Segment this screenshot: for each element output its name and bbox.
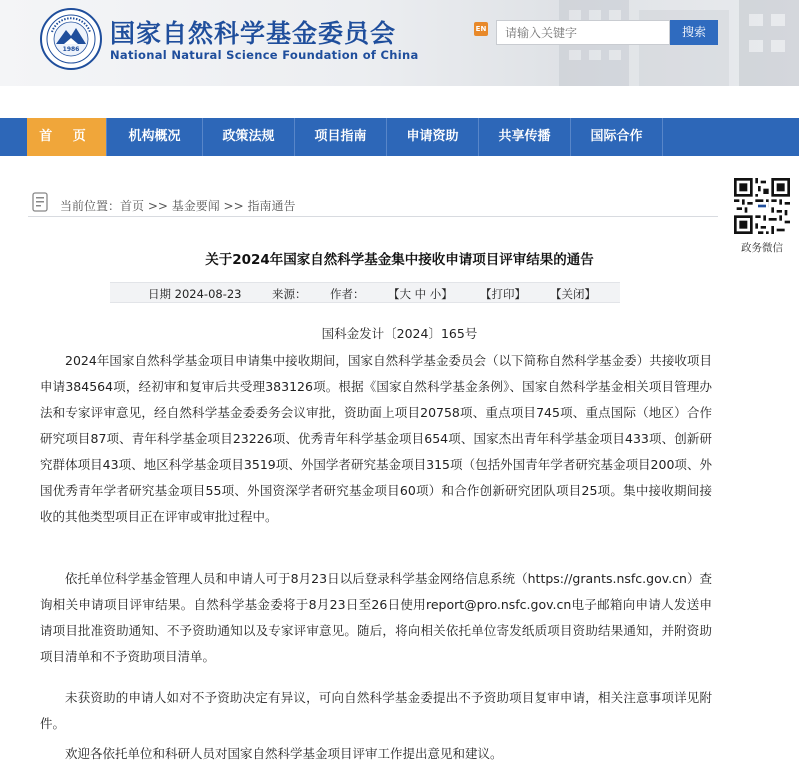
article-paragraph: 未获资助的申请人如对不予资助决定有异议，可向自然科学基金委提出不予资助项目复审申请，相关注意事项详见附件。 bbox=[40, 690, 712, 731]
nav-item-policy[interactable]: 政策法规 bbox=[203, 118, 295, 156]
org-name-en[interactable]: National Natural Science Foundation of China bbox=[110, 48, 419, 62]
article-paragraph: 欢迎各依托单位和科研人员对国家自然科学基金项目评审工作提出意见和建议。 bbox=[65, 746, 503, 761]
nav-item-about[interactable]: 机构概况 bbox=[107, 118, 203, 156]
logo-emblem bbox=[42, 10, 100, 68]
article-paragraph: 2024年国家自然科学基金项目申请集中接收期间，国家自然科学基金委员会（以下简称自然科学基金委）共接收项目申请384564项，经初审和复审后共受理383126项。根据《国家自然科学基金条例》、国家自然科学基金相关项目管理办法和专家评审意见，经自然科学基金委委务会议审批，资助面上项目20758项、重点项目745项、重点国际（地区）合作研究项目87项、青年科学基金项目23226项、优秀青年科学基金项目654项、国家杰出青年科学基金项目433项、创新研究群体项目43项、地区科学基金项目3519项、外国学者研究基金项目315项（包括外国青年学者研究基金项目200项、外国优秀青年学者研究基金项目55项、外国资深学者研究基金项目60项）和合作创新研究团队项目25项。集中接收期间接收的其他类型项目正在评审或审批过程中。 bbox=[40, 353, 712, 524]
article-paragraph: 依托单位科学基金管理人员和申请人可于8月23日以后登录科学基金网络信息系统（https://grants.nsfc.gov.cn）查询相关申请项目评审结果。自然科学基金委将于8月23日至26日使用report@pro.nsfc.gov.cn电子邮箱向申请人发送申请项目批准资助通知、不予资助通知以及专家评审意见。随后，将向相关依托单位寄发纸质项目资助结果通知，并附资助项目清单和不予资助项目清单。 bbox=[40, 571, 712, 664]
article-title: 关于2024年国家自然科学基金集中接收申请项目评审结果的通告 bbox=[205, 252, 594, 268]
article-meta-bar bbox=[110, 282, 620, 303]
location-icon bbox=[31, 192, 49, 212]
org-name-cn[interactable]: 国家自然科学基金委员会 bbox=[110, 19, 397, 48]
nav-item-apply[interactable]: 申请资助 bbox=[387, 118, 479, 156]
article-source: 来源： bbox=[272, 287, 307, 301]
nav-item-international[interactable]: 国际合作 bbox=[571, 118, 663, 156]
document-number: 国科金发计〔2024〕165号 bbox=[321, 326, 478, 341]
site-header bbox=[0, 0, 799, 86]
print-link[interactable]: 【打印】 bbox=[480, 287, 526, 301]
english-version-link[interactable]: EN bbox=[474, 22, 488, 36]
close-link[interactable]: 【关闭】 bbox=[550, 287, 596, 301]
article-date: 日期 2024-08-23 bbox=[148, 287, 242, 301]
logo-year: 1986 bbox=[62, 46, 80, 53]
nav-item-guide[interactable]: 项目指南 bbox=[295, 118, 387, 156]
search-input[interactable] bbox=[496, 20, 670, 45]
main-nav bbox=[0, 118, 799, 156]
nsfc-logo[interactable] bbox=[40, 8, 102, 70]
nav-item-share[interactable]: 共享传播 bbox=[479, 118, 571, 156]
qr-label: 政务微信 bbox=[741, 242, 783, 254]
breadcrumb-divider bbox=[28, 216, 718, 217]
wechat-qr-code[interactable] bbox=[734, 178, 790, 234]
font-size-toggle[interactable]: 【大 中 小】 bbox=[388, 287, 453, 301]
nav-item-home[interactable]: 首 页 bbox=[27, 118, 107, 156]
breadcrumb[interactable]: 当前位置：首页 >> 基金要闻 >> 指南通告 bbox=[60, 199, 296, 213]
search-button[interactable]: 搜索 bbox=[670, 20, 718, 45]
article-author: 作者： bbox=[330, 287, 365, 301]
